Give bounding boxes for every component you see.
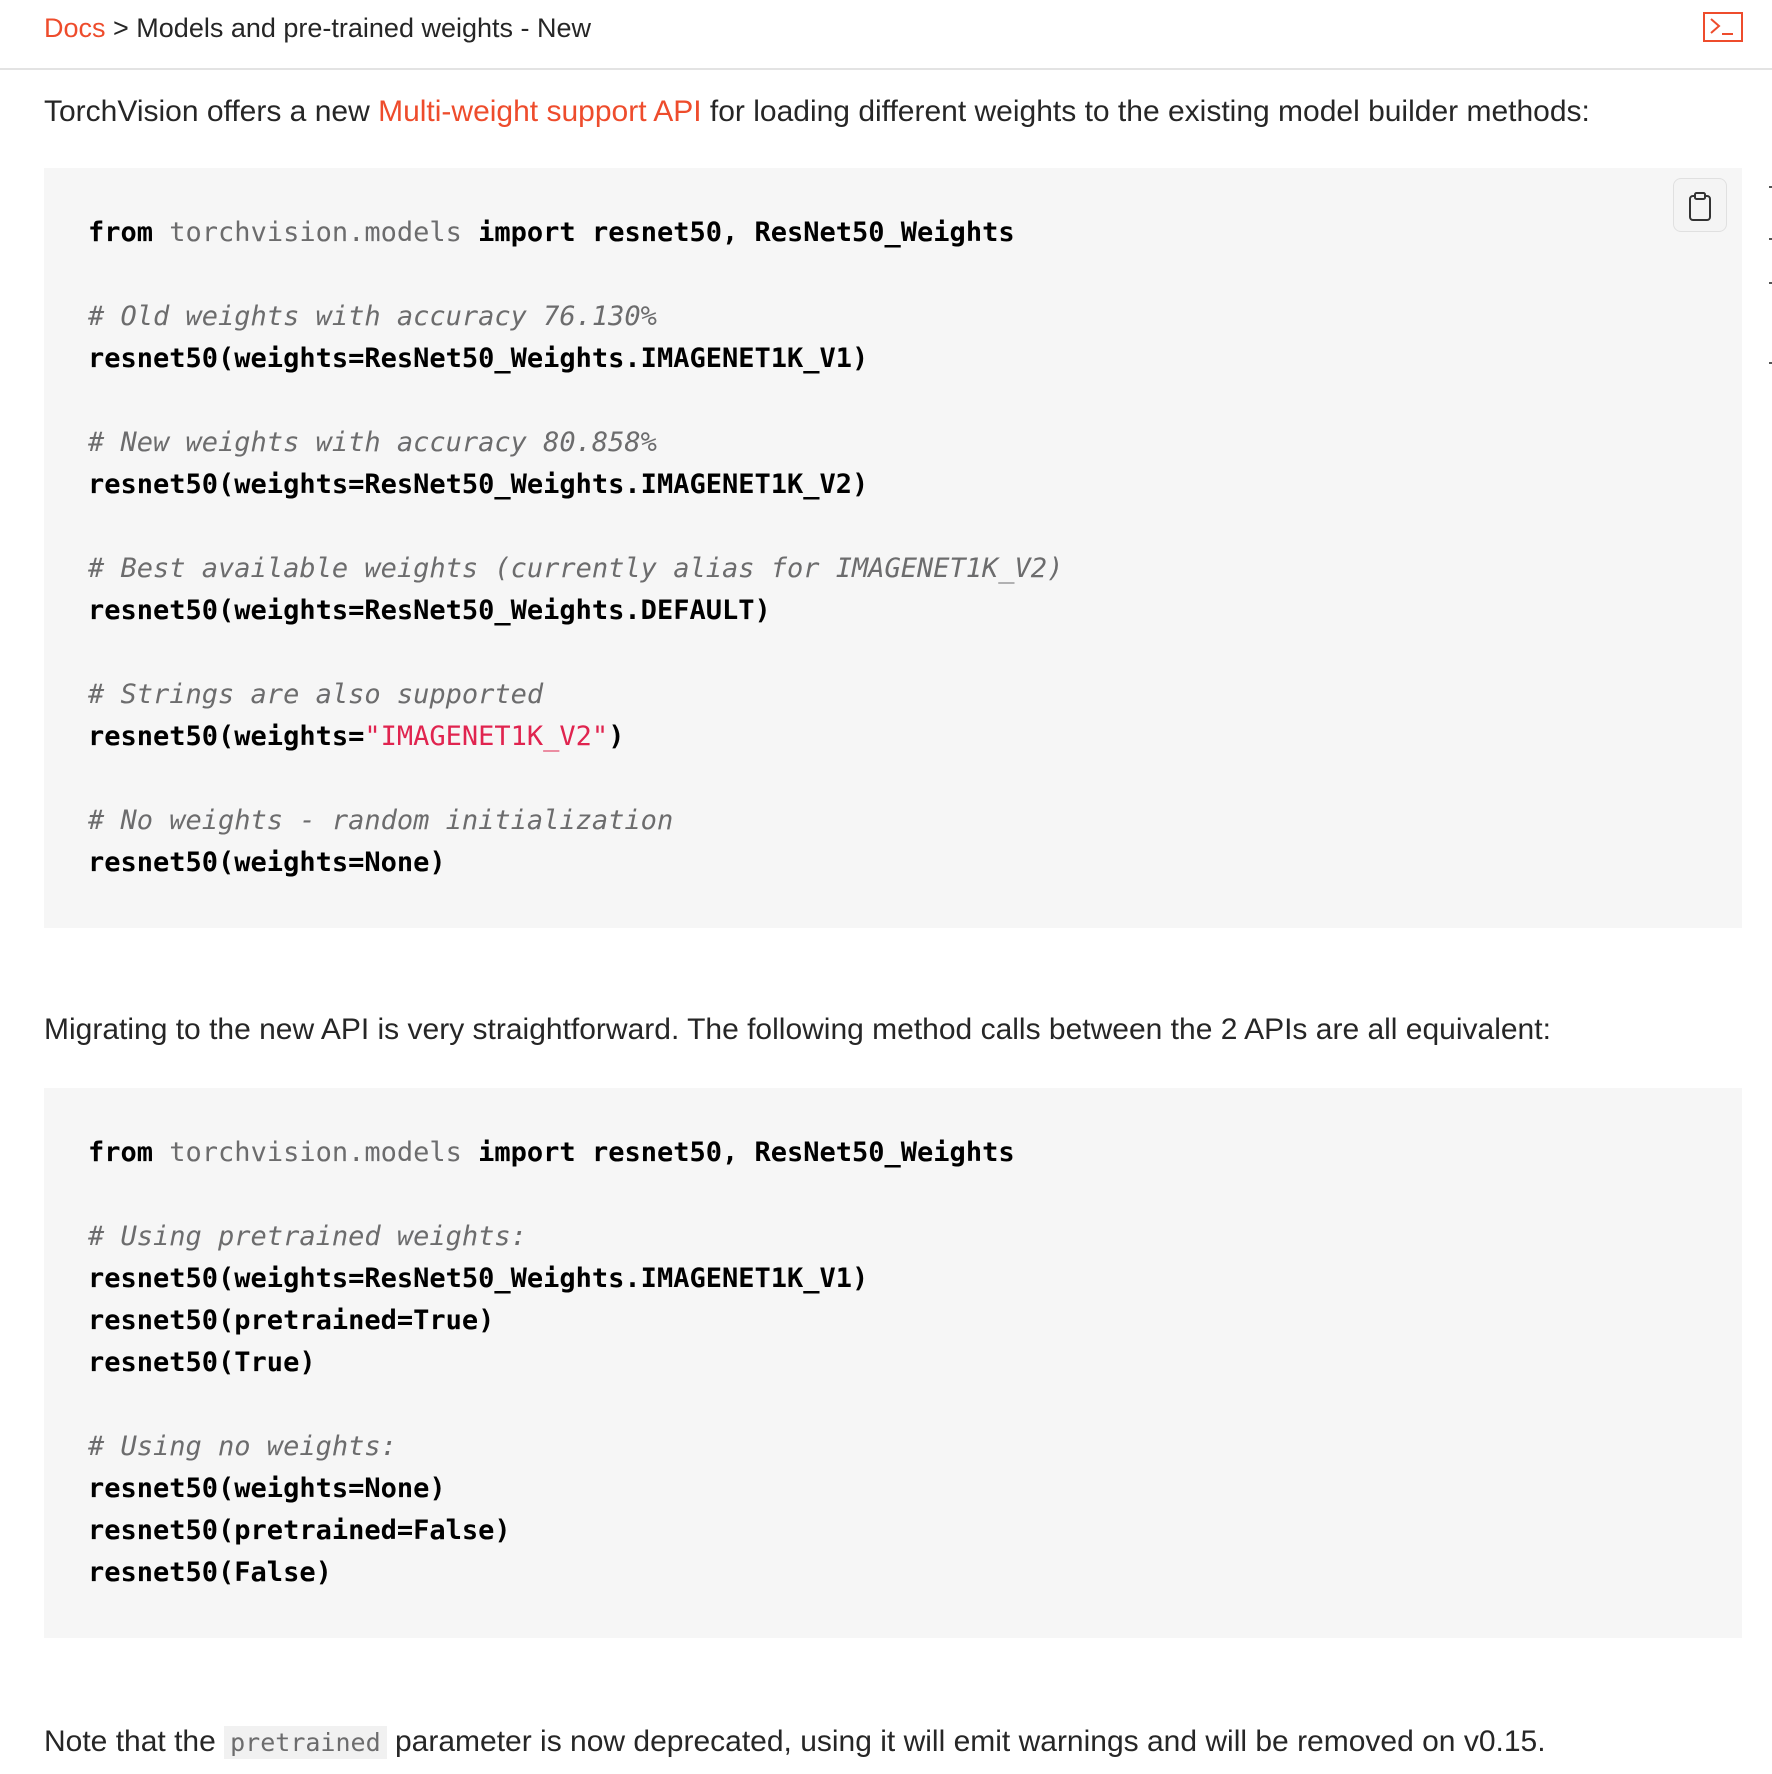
code-line: resnet50(weights=ResNet50_Weights.IMAGENET1K_V1) xyxy=(88,343,869,374)
code-comment: # Using no weights: xyxy=(88,1431,397,1462)
code-block-weights xyxy=(44,168,1742,928)
intro-text-end: for loading different weights to the existing model builder methods: xyxy=(701,95,1590,128)
code-line: resnet50(True) xyxy=(88,1347,316,1378)
note-text: Note that the xyxy=(44,1725,225,1758)
code-comment: # New weights with accuracy 80.858% xyxy=(88,427,657,458)
intro-text: TorchVision offers a new xyxy=(44,95,379,128)
code-line: resnet50(weights=ResNet50_Weights.IMAGENET1K_V2) xyxy=(88,469,869,500)
code-comment: # No weights - random initialization xyxy=(88,805,674,836)
code-line: resnet50(weights=None) xyxy=(88,1473,446,1504)
code-line: from torchvision.models import resnet50, ResNet50_Weights xyxy=(88,1137,1015,1168)
code-comment: # Old weights with accuracy 76.130% xyxy=(88,301,657,332)
code-block-migration xyxy=(44,1088,1742,1638)
code-line: resnet50(weights=ResNet50_Weights.IMAGENET1K_V1) xyxy=(88,1263,869,1294)
code-line: resnet50(weights=None) xyxy=(88,847,446,878)
code-content xyxy=(88,212,1063,884)
copy-code-button[interactable] xyxy=(1673,178,1727,232)
code-line: resnet50(pretrained=True) xyxy=(88,1305,495,1336)
code-comment: # Using pretrained weights: xyxy=(88,1221,527,1252)
multi-weight-api-link[interactable]: Multi-weight support API xyxy=(378,95,702,128)
migrate-paragraph: Migrating to the new API is very straightforward. The following method calls between the 2 APIs are all equivalent: xyxy=(44,1013,1551,1046)
code-comment: # Best available weights (currently alias for IMAGENET1K_V2) xyxy=(88,553,1064,584)
code-line: resnet50(False) xyxy=(88,1557,332,1588)
code-comment: # Strings are also supported xyxy=(88,679,544,710)
code-line: resnet50(weights=ResNet50_Weights.DEFAULT) xyxy=(88,595,771,626)
breadcrumb xyxy=(44,12,591,44)
code-content xyxy=(88,1132,1015,1594)
clipboard-icon xyxy=(1674,191,1726,223)
breadcrumb-docs-link[interactable]: Docs xyxy=(44,13,106,43)
intro-paragraph xyxy=(44,94,1590,130)
inline-code-pretrained: pretrained xyxy=(224,1726,387,1759)
note-text-end: parameter is now deprecated, using it will emit warnings and will be removed on v0.15. xyxy=(386,1725,1546,1758)
terminal-button[interactable] xyxy=(1703,12,1743,42)
code-line: from torchvision.models import resnet50, ResNet50_Weights xyxy=(88,217,1015,248)
code-line: resnet50(pretrained=False) xyxy=(88,1515,511,1546)
top-bar xyxy=(0,0,1772,70)
code-line: resnet50(weights="IMAGENET1K_V2") xyxy=(88,721,625,752)
terminal-icon xyxy=(1705,14,1741,40)
note-paragraph xyxy=(44,1724,1546,1761)
breadcrumb-current: Models and pre-trained weights - New xyxy=(136,13,592,43)
breadcrumb-separator: > xyxy=(105,13,137,43)
